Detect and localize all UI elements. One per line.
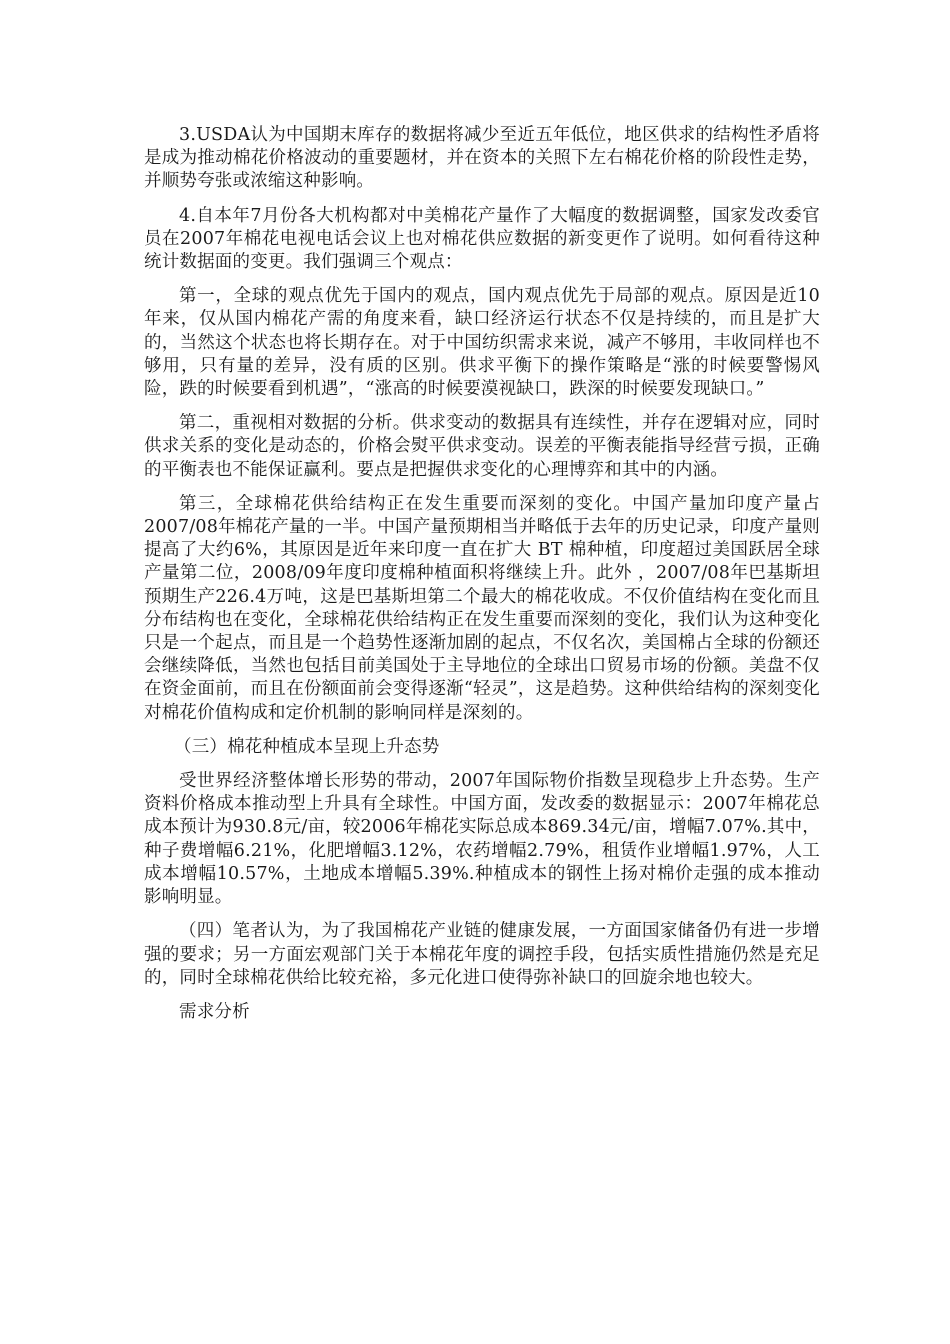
paragraph-reserve-policy: （四）笔者认为，为了我国棉花产业链的健康发展，一方面国家储备仍有进一步增强的要求；另一方面宏观部门关于本棉花年度的调控手段，包括实质性措施仍然是充足的，同时全球棉花供给比较充裕，多元化进口使得弥补缺口的回旋余地也较大。: [144, 921, 820, 988]
paragraph-production-adjustment: 4.自本年7月份各大机构都对中美棉花产量作了大幅度的数据调整，国家发改委官员在2007年棉花电视电话会议上也对棉花供应数据的新变更作了说明。如何看待这种统计数据面的变更。我们强调三个观点：: [144, 205, 820, 273]
paragraph-planting-cost: 受世界经济整体增长形势的带动，2007年国际物价指数呈现稳步上升态势。生产资料价格成本推动型上升具有全球性。中国方面，发改委的数据显示：2007年棉花总成本预计为930.8元/亩，较2006年棉花实际总成本869.34元/亩，增幅7.07%.其中，种子费增幅6.21%，化肥增幅3.12%，农药增幅2.79%，租赁作业增幅1.97%，人工成本增幅10.57%，土地成本增幅5.39%.种植成本的钢性上扬对棉价走强的成本推动影响明显。: [144, 771, 820, 908]
paragraph-viewpoint-two: 第二，重视相对数据的分析。供求变动的数据具有连续性，并存在逻辑对应，同时供求关系的变化是动态的，价格会熨平供求变动。误差的平衡表能指导经营亏损，正确的平衡表也不能保证赢利。要点是把握供求变化的心理博弈和其中的内涵。: [144, 413, 820, 480]
document-body: [144, 124, 820, 1035]
paragraph-usda-inventory: 3.USDA认为中国期末库存的数据将减少至近五年低位，地区供求的结构性矛盾将是成为推动棉花价格波动的重要题材，并在资本的关照下左右棉花价格的阶段性走势，并顺势夸张或浓缩这种影响。: [144, 125, 820, 192]
paragraph-viewpoint-one: 第一，全球的观点优先于国内的观点，国内观点优先于局部的观点。原因是近10年来，仅从国内棉花产需的角度来看，缺口经济运行状态不仅是持续的，而且是扩大的，当然这个状态也将长期存在。对于中国纺织需求来说，减产不够用，丰收同样也不够用，只有量的差异，没有质的区别。供求平衡下的操作策略是“涨的时候要警惕风险，跌的时候要看到机遇”，“涨高的时候要漠视缺口，跌深的时候要发现缺口。”: [144, 286, 820, 400]
paragraph-viewpoint-three: 第三，全球棉花供给结构正在发生重要而深刻的变化。中国产量加印度产量占2007/08年棉花产量的一半。中国产量预期相当并略低于去年的历史记录，印度产量则提高了大约6%，其原因是近年来印度一直在扩大 BT 棉种植，印度超过美国跃居全球产量第二位，2008/09年度印度棉种植面积将继续上升。此外 ，2007/08年巴基斯坦预期生产226.4万吨，这是巴基斯坦第二个最大的棉花收成。不仅价值结构在变化而且分布结构也在变化，全球棉花供给结构正在发生重要而深刻的变化，我们认为这种变化只是一个起点，而且是一个趋势性逐渐加剧的起点，不仅名次，美国棉占全球的份额还会继续降低，当然也包括目前美国处于主导地位的全球出口贸易市场的份额。美盘不仅在资金面前，而且在份额面前会变得逐渐“轻灵”，这是趋势。这种供给结构的深刻变化对棉花价值构成和定价机制的影响同样是深刻的。: [144, 493, 820, 723]
heading-planting-cost: （三）棉花种植成本呈现上升态势: [174, 736, 440, 757]
section-title-demand-analysis: 需求分析: [179, 1001, 250, 1022]
